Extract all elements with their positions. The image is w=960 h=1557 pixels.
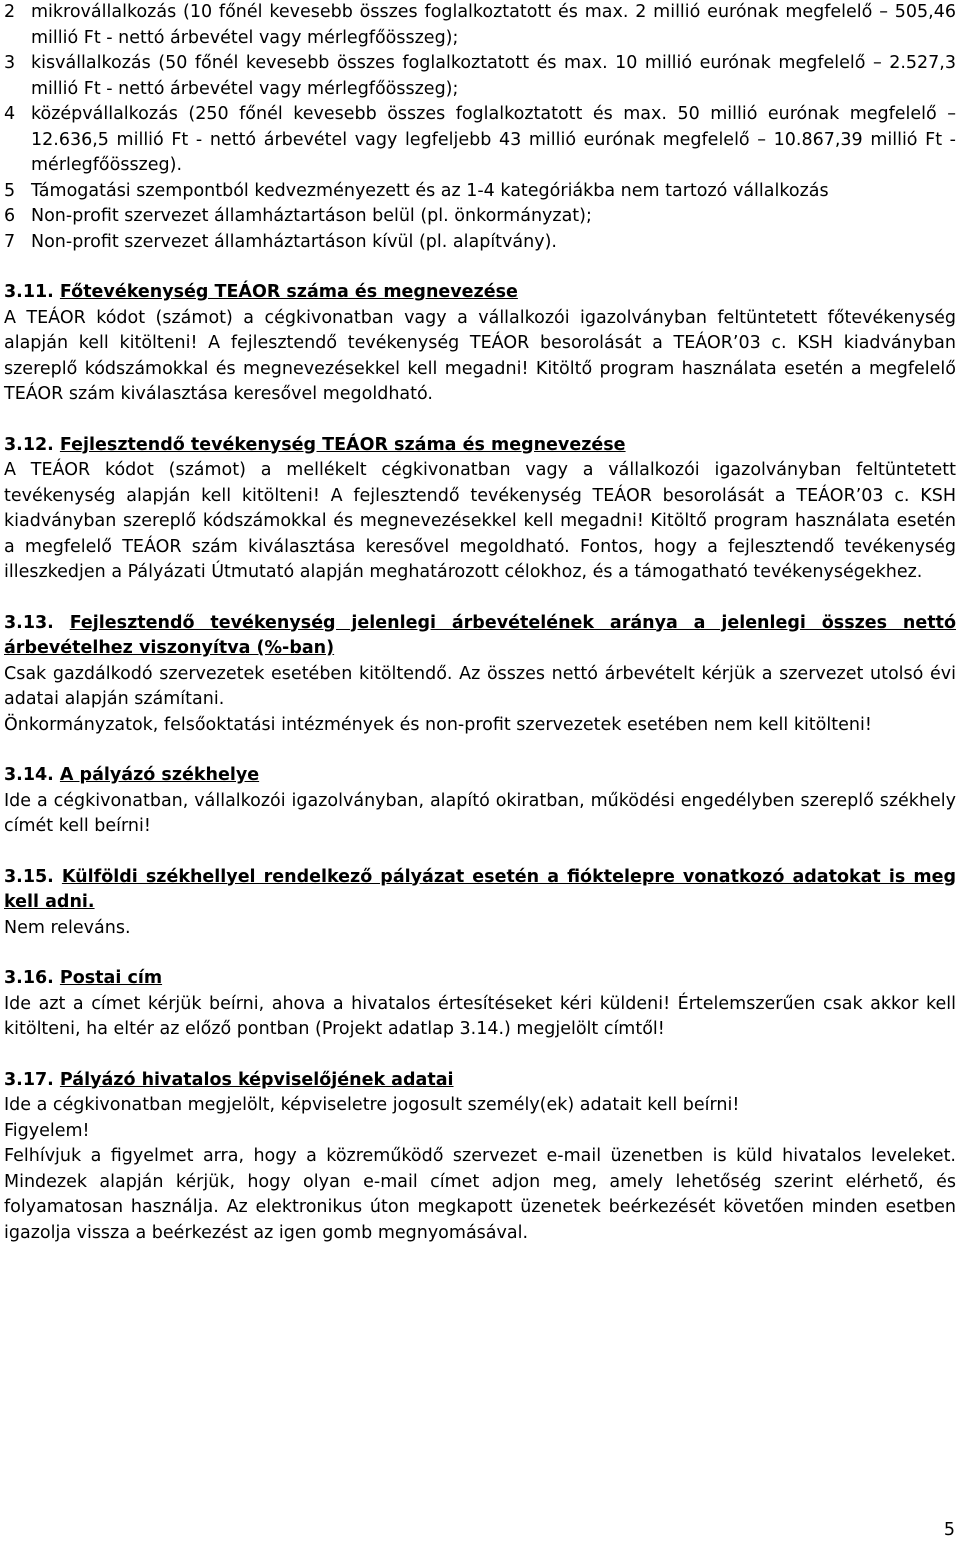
section-3-16 — [4, 966, 956, 1043]
section-heading — [4, 280, 956, 306]
section-paragraph: Ide a cégkivonatban, vállalkozói igazolványban, alapító okiratban, működési engedélyben szereplő székhely címét kell beírni! — [4, 790, 956, 836]
list-item-number: 2 — [4, 2, 16, 22]
list-item-number: 6 — [4, 206, 16, 226]
section-title: Postai cím — [59, 968, 163, 988]
section-heading — [4, 966, 956, 992]
section-heading — [4, 763, 956, 789]
section-paragraph: Ide a cégkivonatban megjelölt, képviseletre jogosult személy(ek) adatait kell beírni! — [4, 1095, 740, 1115]
list-item-number: 3 — [4, 53, 16, 73]
section-3-13 — [4, 611, 956, 739]
section-heading — [4, 1068, 956, 1094]
list-item-text: kisvállalkozás (50 főnél kevesebb összes foglalkoztatott és max. 10 millió eurónak megfelelő – 2.527,3 millió Ft - nettó árbevétel vagy mérlegfőösszeg); — [31, 53, 956, 99]
section-paragraph: A TEÁOR kódot (számot) a cégkivonatban vagy a vállalkozói igazolványban feltüntetett főtevékenység alapján kell kitölteni! A fejlesztendő tevékenység TEÁOR besorolását a TEÁOR’03 c. KSH kiadványban szereplő kódszámokkal és megnevezésekkel kell megadni! Kitöltő program használata esetén a megfelelő TEÁOR szám kiválasztása keresővel megoldható. — [4, 307, 956, 404]
document-page — [4, 0, 956, 1246]
section-number: 3.15. — [4, 866, 54, 887]
section-paragraph: Nem releváns. — [4, 917, 131, 938]
section-number: 3.14. — [4, 765, 54, 785]
section-paragraph: Önkormányzatok, felsőoktatási intézmények és non-profit szervezetek esetében nem kell kitölteni! — [4, 714, 872, 735]
section-3-12 — [4, 433, 956, 586]
list-item-number: 4 — [4, 104, 16, 124]
section-paragraph: Figyelem! — [4, 1120, 90, 1141]
list-item — [4, 0, 956, 51]
list-item-text: mikrovállalkozás (10 főnél kevesebb összes foglalkoztatott és max. 2 millió eurónak megfelelő – 505,46 millió Ft - nettó árbevétel vagy mérlegfőösszeg); — [31, 2, 956, 48]
sections-container — [4, 280, 956, 1246]
section-title: Pályázó hivatalos képviselőjének adatai — [59, 1069, 454, 1090]
section-heading — [4, 433, 956, 459]
list-item-text: Non-profit szervezet államháztartáson belül (pl. önkormányzat); — [31, 206, 592, 226]
list-item-number: 7 — [4, 231, 16, 252]
section-title: Fejlesztendő tevékenység jelenlegi árbevételének aránya a jelenlegi összes nettó árbevételhez viszonyítva (%-ban) — [4, 612, 957, 658]
section-paragraph: Csak gazdálkodó szervezetek esetében kitöltendő. Az összes nettó árbevételt kérjük a szervezet utolsó évi adatai alapján számítani. — [4, 663, 956, 709]
list-item — [4, 51, 956, 102]
list-item — [4, 204, 956, 230]
section-number: 3.12. — [4, 434, 54, 455]
section-number: 3.13. — [4, 612, 54, 633]
list-item — [4, 102, 956, 179]
page-number: 5 — [943, 1519, 955, 1540]
list-item-text: középvállalkozás (250 főnél kevesebb összes foglalkoztatott és max. 50 millió eurónak megfelelő – 12.636,5 millió Ft - nettó árbevétel vagy legfeljebb 43 millió eurónak megfelelő – 10.867,39 millió Ft - mérlegfőösszeg). — [31, 104, 956, 175]
section-number: 3.11. — [4, 282, 54, 302]
section-3-15 — [4, 865, 956, 942]
section-heading — [4, 611, 956, 662]
section-paragraph: Felhívjuk a figyelmet arra, hogy a közreműködő szervezet e-mail üzenetben is küld hivatalos leveleket. Mindezek alapján kérjük, hogy olyan e-mail címet adjon meg, amely lehetőség szerint elérhető, és folyamatosan használja. Az elektronikus úton megkapott üzenetek beérkezését követően minden esetben igazolja vissza a beérkezést az igen gomb megnyomásával. — [4, 1146, 956, 1243]
list-item — [4, 179, 956, 205]
category-list — [4, 0, 956, 255]
section-number: 3.16. — [4, 968, 54, 988]
section-paragraph: A TEÁOR kódot (számot) a mellékelt cégkivonatban vagy a vállalkozói igazolványban feltüntetett tevékenység alapján kell kitölteni! A fejlesztendő tevékenység TEÁOR besorolását a TEÁOR’03 c. KSH kiadványban szereplő kódszámokkal és megnevezésekkel kell megadni! Kitöltő program használata esetén a megfelelő TEÁOR szám kiválasztása keresővel megoldható. Fontos, hogy a fejlesztendő tevékenység illeszkedjen a Pályázati Útmutató alapján meghatározott célokhoz, és a támogatható tevékenységekhez. — [4, 460, 956, 582]
section-3-17 — [4, 1068, 956, 1247]
list-item — [4, 230, 956, 256]
section-title: Főtevékenység TEÁOR száma és megnevezése — [59, 282, 518, 302]
section-title: Fejlesztendő tevékenység TEÁOR száma és megnevezése — [59, 434, 626, 455]
section-title: A pályázó székhelye — [59, 765, 260, 785]
list-item-text: Támogatási szempontból kedvezményezett és az 1-4 kategóriákba nem tartozó vállalkozás — [31, 180, 829, 201]
section-heading — [4, 865, 956, 916]
list-item-text: Non-profit szervezet államháztartáson kívül (pl. alapítvány). — [31, 231, 557, 252]
section-3-14 — [4, 763, 956, 840]
section-title: Külföldi székhellyel rendelkező pályázat esetén a fióktelepre vonatkozó adatokat is meg kell adni. — [4, 866, 956, 912]
section-number: 3.17. — [4, 1069, 54, 1090]
list-item-number: 5 — [4, 180, 16, 201]
section-3-11 — [4, 280, 956, 408]
section-paragraph: Ide azt a címet kérjük beírni, ahova a hivatalos értesítéseket kéri küldeni! Értelemszerűen csak akkor kell kitölteni, ha eltér az előző pontban (Projekt adatlap 3.14.) megjelölt címtől! — [4, 993, 956, 1039]
